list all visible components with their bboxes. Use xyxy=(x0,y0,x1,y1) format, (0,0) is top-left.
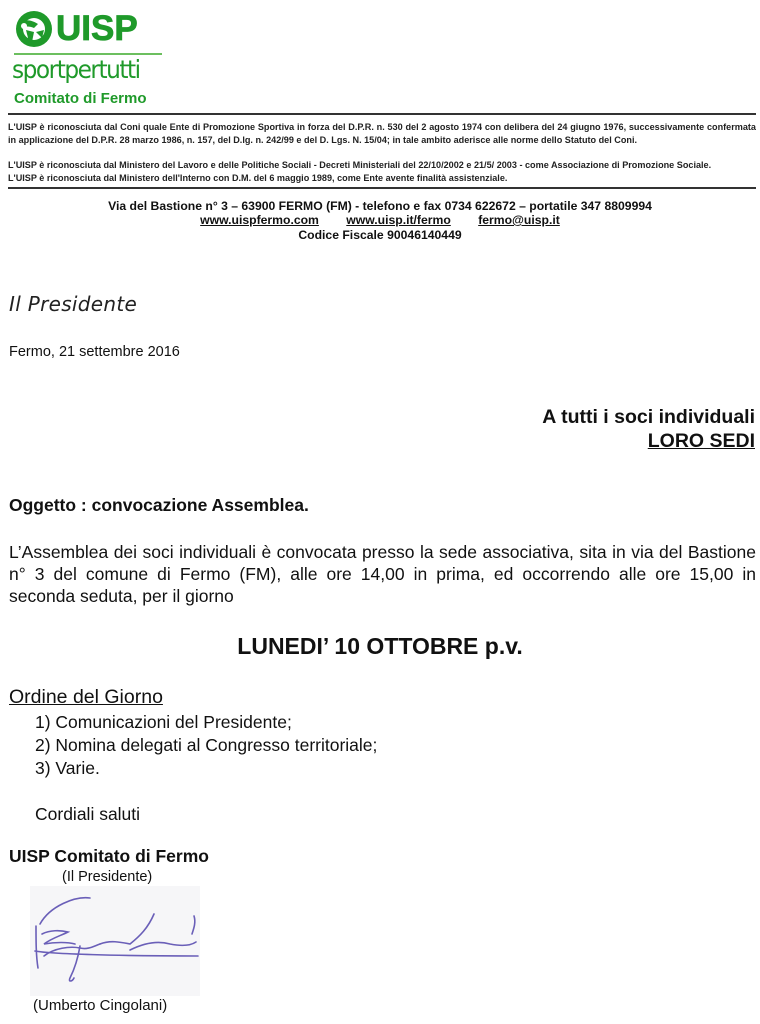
legal-ministry-interior: L'UISP è riconosciuta dal Ministero dell'Interno con D.M. del 6 maggio 1989, come Ente avente finalità assistenziale. xyxy=(8,172,508,183)
signatory-role: (Il Presidente) xyxy=(62,869,153,885)
meeting-date: LUNEDI’ 10 OTTOBRE p.v. xyxy=(237,633,523,659)
uisp-emblem-icon xyxy=(12,8,54,50)
agenda-item: 1) Comunicazioni del Presidente; xyxy=(35,712,292,732)
letter-subject: Oggetto : convocazione Assemblea. xyxy=(9,495,309,515)
sender-heading: Il Presidente xyxy=(9,292,138,316)
place-date: Fermo, 21 settembre 2016 xyxy=(9,344,180,360)
agenda-list xyxy=(35,711,377,780)
signatory-name: (Umberto Cingolani) xyxy=(33,997,168,1014)
legal-ministry-labour: L'UISP è riconosciuta dal Ministero del Lavoro e delle Politiche Sociali - Decreti Ministeriali del 22/10/2002 e 21/5/ 2003 - come Associazione di Promozione Sociale. xyxy=(8,160,712,170)
header-bottom-rule xyxy=(8,187,756,189)
recipients xyxy=(542,405,755,453)
logo-committee: Comitato di Fermo xyxy=(14,90,147,107)
agenda-item: 3) Varie. xyxy=(35,758,100,778)
legal-coni-recognition: L'UISP è riconosciuta dal Coni quale Ente di Promozione Sportiva in forza del D.P.R. n. 530 del 2 agosto 1974 con delibera del 24 giugno 1976, successivamente confermata in applicazione del D.P.R. 28 marzo 1986, n. 157, del D.lg. n. 242/99 e del D. Lgs. N. 15/04; in tale ambito aderisce alle norme dello Statuto del Coni. xyxy=(8,122,756,145)
handwritten-signature xyxy=(30,886,200,996)
website-link-uisp-fermo[interactable]: www.uisp.it/fermo xyxy=(346,213,451,227)
recipient-line: A tutti i soci individuali xyxy=(542,406,755,428)
contact-links xyxy=(0,213,760,227)
recipient-address-line: LORO SEDI xyxy=(647,430,755,452)
logo-brand: UISP xyxy=(56,9,138,48)
website-link-uispfermo[interactable]: www.uispfermo.com xyxy=(200,213,319,227)
contact-address: Via del Bastione n° 3 – 63900 FERMO (FM) - telefono e fax 0734 622672 – portatile 347 8809994 xyxy=(108,199,652,213)
email-link[interactable]: fermo@uisp.it xyxy=(478,213,560,227)
uisp-logo xyxy=(12,6,172,110)
header-top-rule xyxy=(8,113,756,115)
fiscal-code: Codice Fiscale 90046140449 xyxy=(298,228,462,242)
letter-body: L’Assemblea dei soci individuali è convocata presso la sede associativa, sita in via del Bastione n° 3 del comune di Fermo (FM), alle ore 14,00 in prima, ed occorrendo alle ore 15,00 in seconda seduta, per il giorno xyxy=(9,542,756,606)
agenda-item: 2) Nomina delegati al Congresso territoriale; xyxy=(35,735,378,755)
signatory-organization: UISP Comitato di Fermo xyxy=(9,846,209,866)
agenda-title: Ordine del Giorno xyxy=(9,686,163,708)
legal-ministry-block xyxy=(8,159,756,184)
greeting: Cordiali saluti xyxy=(35,804,141,824)
logo-tagline: sportpertutti xyxy=(12,55,140,84)
